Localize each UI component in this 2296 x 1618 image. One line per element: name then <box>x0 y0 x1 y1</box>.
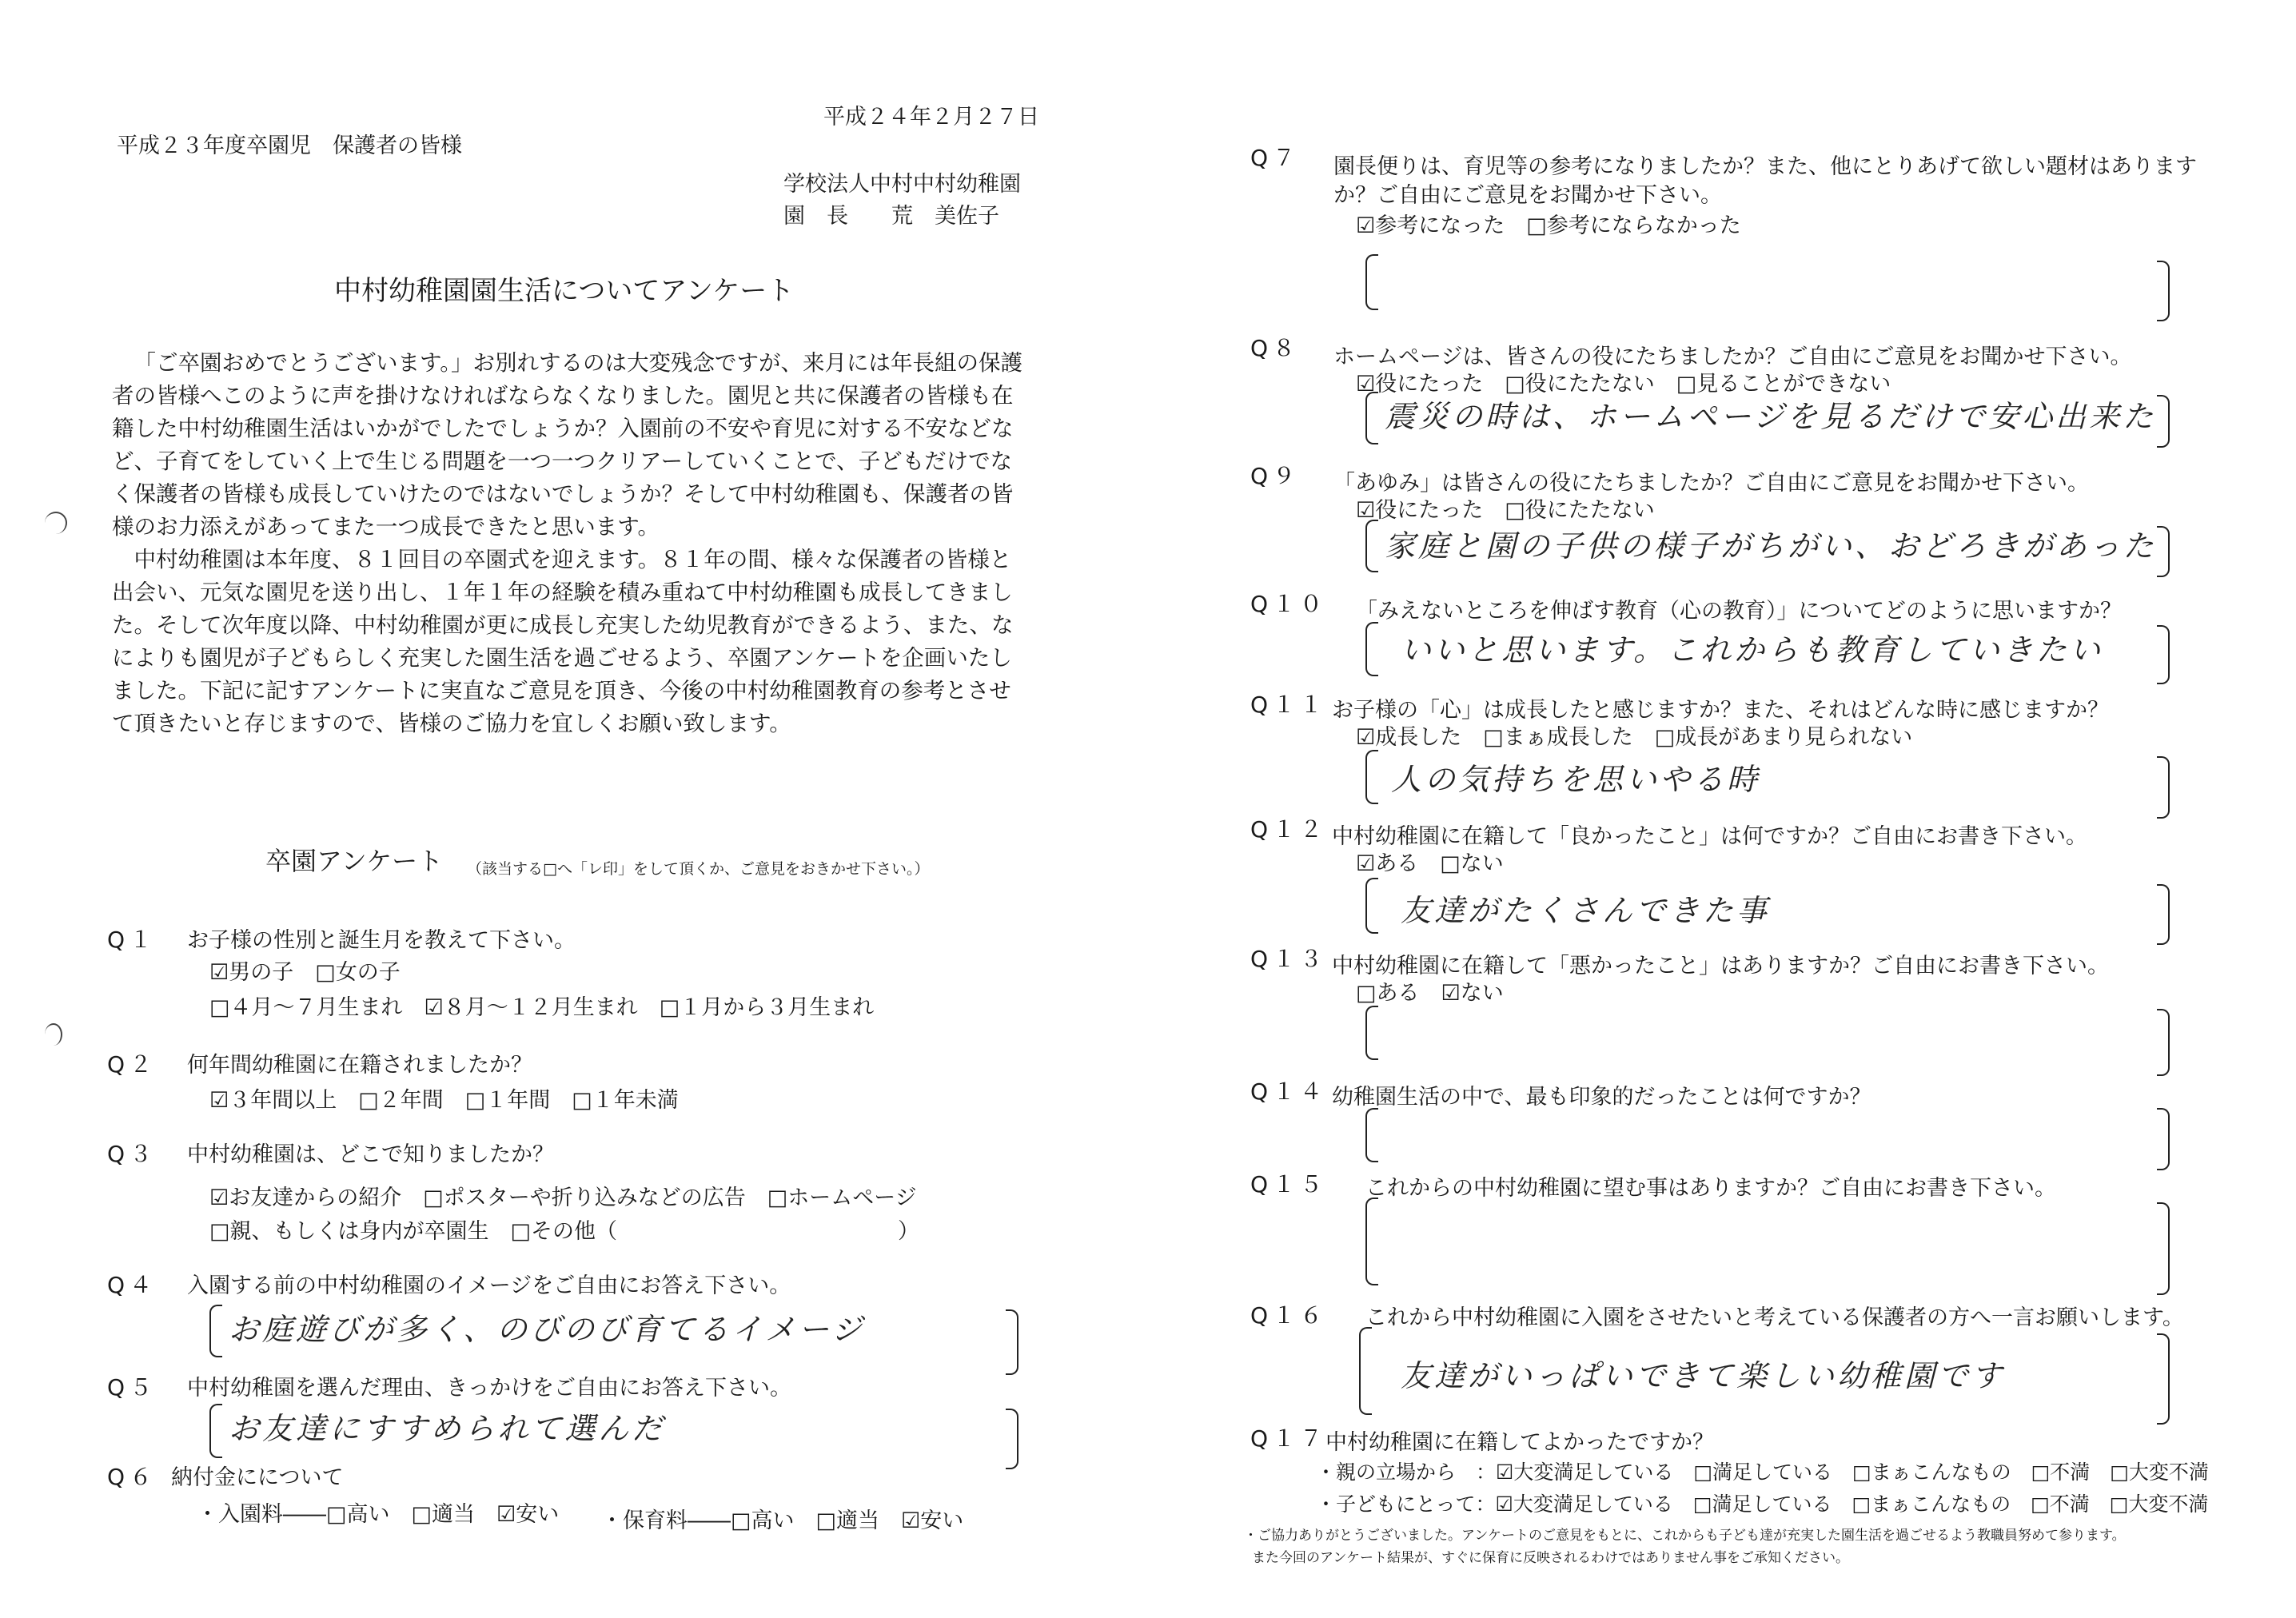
q14-bracket-right <box>2157 1108 2170 1170</box>
q6-entrance-fee-options[interactable]: ・入園料――□高い □適当 ☑安い <box>197 1502 560 1527</box>
q5-bracket-left <box>209 1404 222 1458</box>
q4-answer[interactable]: お庭遊びが多く、のびのび育てるイメージ <box>229 1312 866 1347</box>
q3-text: 中村幼稚園は、どこで知りましたか？ <box>187 1142 554 1167</box>
intro-paragraph-1: 「ご卒園おめでとうございます。」お別れするのは大変残念ですが、来月には年長組の保護者の皆様へこのように声を掛けなければならなくなりました。園児と共に保護者の皆様も在籍した中村幼稚園生活はいかがでしたでしょうか？入園前の不安や育児に対する不安などなど、子育てをしていく上で生じる問題を一つ一つクリアーしていくことで、子どもだけでなく保護者の皆様も成長していけたのではないでしょうか？そして中村幼稚園も、保護者の皆様のお力添えがあってまた一つ成長できたと思います。 <box>112 350 1023 540</box>
intro-text <box>112 347 1031 740</box>
q8-bracket-right <box>2157 395 2170 448</box>
q9-bracket-right <box>2157 526 2170 577</box>
footer-note-2: また今回のアンケート結果が、すぐに保育に反映されるわけではありません事をご承知ください。 <box>1252 1550 1849 1566</box>
q10-bracket-right <box>2157 625 2170 684</box>
q3-options-2[interactable]: □親、もしくは身内が卒園生 □その他（ ） <box>209 1219 920 1244</box>
q6-childcare-fee-options[interactable]: ・保育料――□高い □適当 ☑安い <box>601 1508 964 1533</box>
q16-bracket-left <box>1359 1327 1372 1415</box>
q13-bracket-left <box>1365 1006 1378 1060</box>
director: 園 長 荒 美佐子 <box>783 204 999 229</box>
q2-text: 何年間幼稚園に在籍されましたか？ <box>187 1053 532 1078</box>
q10-bracket-left <box>1365 622 1378 676</box>
q10-number: Q１０ <box>1250 591 1328 617</box>
q11-number: Q１１ <box>1250 691 1328 718</box>
q17-child-options[interactable]: ・子どもにとって：☑大変満足している □満足している □まぁこんなもの □不満 □大変不満 <box>1316 1492 2209 1516</box>
footer-note-1: ・ご協力ありがとうございました。アンケートのご意見をもとに、これからも子ども達が充実した園生活を過ごせるよう教職員努めて参ります。 <box>1244 1528 2126 1544</box>
q13-bracket-right <box>2157 1009 2170 1076</box>
q8-answer[interactable]: 震災の時は、ホームページを見るだけで安心出来た <box>1385 399 2157 434</box>
q7-number: Q７ <box>1250 145 1301 171</box>
q5-text: 中村幼稚園を選んだ理由、きっかけをご自由にお答え下さい。 <box>187 1376 791 1401</box>
q5-bracket-right <box>1006 1409 1018 1469</box>
q11-options[interactable]: ☑成長した □まぁ成長した □成長があまり見られない <box>1356 725 1913 750</box>
q15-text: これからの中村幼稚園に望む事はありますか？ご自由にお書き下さい。 <box>1365 1176 2056 1201</box>
q8-text: ホームページは、皆さんの役にたちましたか？ご自由にご意見をお聞かせ下さい。 <box>1333 345 2132 369</box>
q9-number: Q９ <box>1250 463 1301 489</box>
q7-options[interactable]: ☑参考になった □参考にならなかった <box>1356 213 1741 238</box>
punch-hole-mark <box>45 512 67 534</box>
intro-paragraph-2: 中村幼稚園は本年度、８１回目の卒園式を迎えます。８１年の間、様々な保護者の皆様と出会い、元気な園児を送り出し、１年１年の経験を積み重ねて中村幼稚園も成長してきました。そして次年度以降、中村幼稚園が更に成長し充実した幼児教育ができるよう、また、なによりも園児が子どもらしく充実した園生活を過ごせるよう、卒園アンケートを企画いたしました。下記に記すアンケートに実直なご意見を頂き、今後の中村幼稚園教育の参考とさせて頂きたいと存じますので、皆様のご協力を宜しくお願い致します。 <box>112 547 1014 736</box>
q10-text: 「みえないところを伸ばす教育（心の教育）」についてどのように思いますか？ <box>1356 599 2122 624</box>
q7-text-1: 園長便りは、育児等の参考になりましたか？また、他にとりあげて欲しい題材はあります <box>1333 154 2197 179</box>
q13-options[interactable]: □ある ☑ない <box>1356 981 1504 1006</box>
q15-bracket-right <box>2157 1202 2170 1295</box>
q8-options[interactable]: ☑役にたった □役にたたない □見ることができない <box>1356 372 1891 397</box>
q11-text: お子様の「心」は成長したと感じますか？また、それはどんな時に感じますか？ <box>1332 698 2109 723</box>
addressee: 平成２３年度卒園児 保護者の皆様 <box>117 134 462 158</box>
q9-bracket-left <box>1365 520 1378 572</box>
q2-options[interactable]: ☑３年間以上 □２年間 □１年間 □１年未満 <box>209 1088 679 1113</box>
q16-answer[interactable]: 友達がいっぱいできて楽しい幼稚園です <box>1401 1358 2006 1393</box>
q7-bracket-left <box>1365 254 1378 310</box>
q9-options[interactable]: ☑役にたった □役にたたない <box>1356 498 1655 523</box>
q5-answer[interactable]: お友達にすすめられて選んだ <box>229 1411 666 1446</box>
q16-number: Q１６ <box>1250 1302 1328 1329</box>
q9-answer[interactable]: 家庭と園の子供の様子がちがい、おどろきがあった <box>1385 528 2157 564</box>
q11-bracket-left <box>1365 750 1378 804</box>
q1-text: お子様の性別と誕生月を教えて下さい。 <box>187 928 576 953</box>
survey-title: 卒園アンケート <box>265 846 444 876</box>
q13-number: Q１３ <box>1250 946 1328 972</box>
q12-options[interactable]: ☑ある □ない <box>1356 851 1504 876</box>
q4-bracket-left <box>209 1305 222 1357</box>
survey-note: （該当する□へ「レ印」をして頂くか、ご意見をおきかせ下さい。） <box>467 860 930 878</box>
q13-text: 中村幼稚園に在籍して「悪かったこと」はありますか？ご自由にお書き下さい。 <box>1332 954 2109 978</box>
q9-text: 「あゆみ」は皆さんの役にたちましたか？ご自由にご意見をお聞かせ下さい。 <box>1333 471 2089 496</box>
q2-number: Q２ <box>107 1051 157 1078</box>
q12-bracket-right <box>2157 884 2170 945</box>
q4-text: 入園する前の中村幼稚園のイメージをご自由にお答え下さい。 <box>187 1273 791 1298</box>
q7-bracket-right <box>2157 261 2170 321</box>
organization: 学校法人中村中村幼稚園 <box>783 172 1021 197</box>
page-title: 中村幼稚園園生活についてアンケート <box>334 275 795 307</box>
q8-bracket-left <box>1365 392 1378 444</box>
punch-hole-mark <box>45 1023 62 1046</box>
date: 平成２４年２月２７日 <box>823 105 1039 130</box>
q15-number: Q１５ <box>1250 1171 1328 1198</box>
q8-number: Q８ <box>1250 335 1301 361</box>
q15-bracket-left <box>1365 1198 1378 1285</box>
q14-bracket-left <box>1365 1108 1378 1162</box>
q11-answer[interactable]: 人の気持ちを思いやる時 <box>1391 762 1761 797</box>
q12-text: 中村幼稚園に在籍して「良かったこと」は何ですか？ご自由にお書き下さい。 <box>1332 824 2087 849</box>
q4-bracket-right <box>1006 1309 1018 1375</box>
q14-text: 幼稚園生活の中で、最も印象的だったことは何ですか？ <box>1332 1085 1871 1110</box>
q1-number: Q１ <box>107 927 157 953</box>
q4-number: Q４ <box>107 1272 157 1298</box>
q3-options-1[interactable]: ☑お友達からの紹介 □ポスターや折り込みなどの広告 □ホームページ <box>209 1186 917 1210</box>
q16-text: これから中村幼稚園に入園をさせたいと考えている保護者の方へ一言お願いします。 <box>1365 1305 2184 1330</box>
q11-bracket-right <box>2157 756 2170 819</box>
q1-gender-options[interactable]: ☑男の子 □女の子 <box>209 960 401 985</box>
q12-answer[interactable]: 友達がたくさんできた事 <box>1401 893 1771 928</box>
q17-number: Q１７ <box>1250 1425 1328 1452</box>
q1-birth-month-options[interactable]: □４月～７月生まれ ☑８月～１２月生まれ □１月から３月生まれ <box>209 995 875 1020</box>
q6-text: 納付金にについて <box>171 1465 344 1490</box>
q12-bracket-left <box>1365 878 1378 934</box>
q5-number: Q５ <box>107 1374 157 1401</box>
q17-text: 中村幼稚園に在籍してよかったですか？ <box>1325 1430 1714 1455</box>
q7-text-2: か？ご自由にご意見をお聞かせ下さい。 <box>1333 183 1722 208</box>
q10-answer[interactable]: いいと思います。これからも教育していきたい <box>1401 632 2103 668</box>
q17-parent-options[interactable]: ・親の立場から ：☑大変満足している □満足している □まぁこんなもの □不満 □大変不満 <box>1316 1461 2209 1484</box>
q12-number: Q１２ <box>1250 816 1328 843</box>
q16-bracket-right <box>2157 1333 2170 1425</box>
q14-number: Q１４ <box>1250 1078 1328 1105</box>
q6-number: Q６ <box>107 1464 157 1490</box>
q3-number: Q３ <box>107 1141 157 1167</box>
